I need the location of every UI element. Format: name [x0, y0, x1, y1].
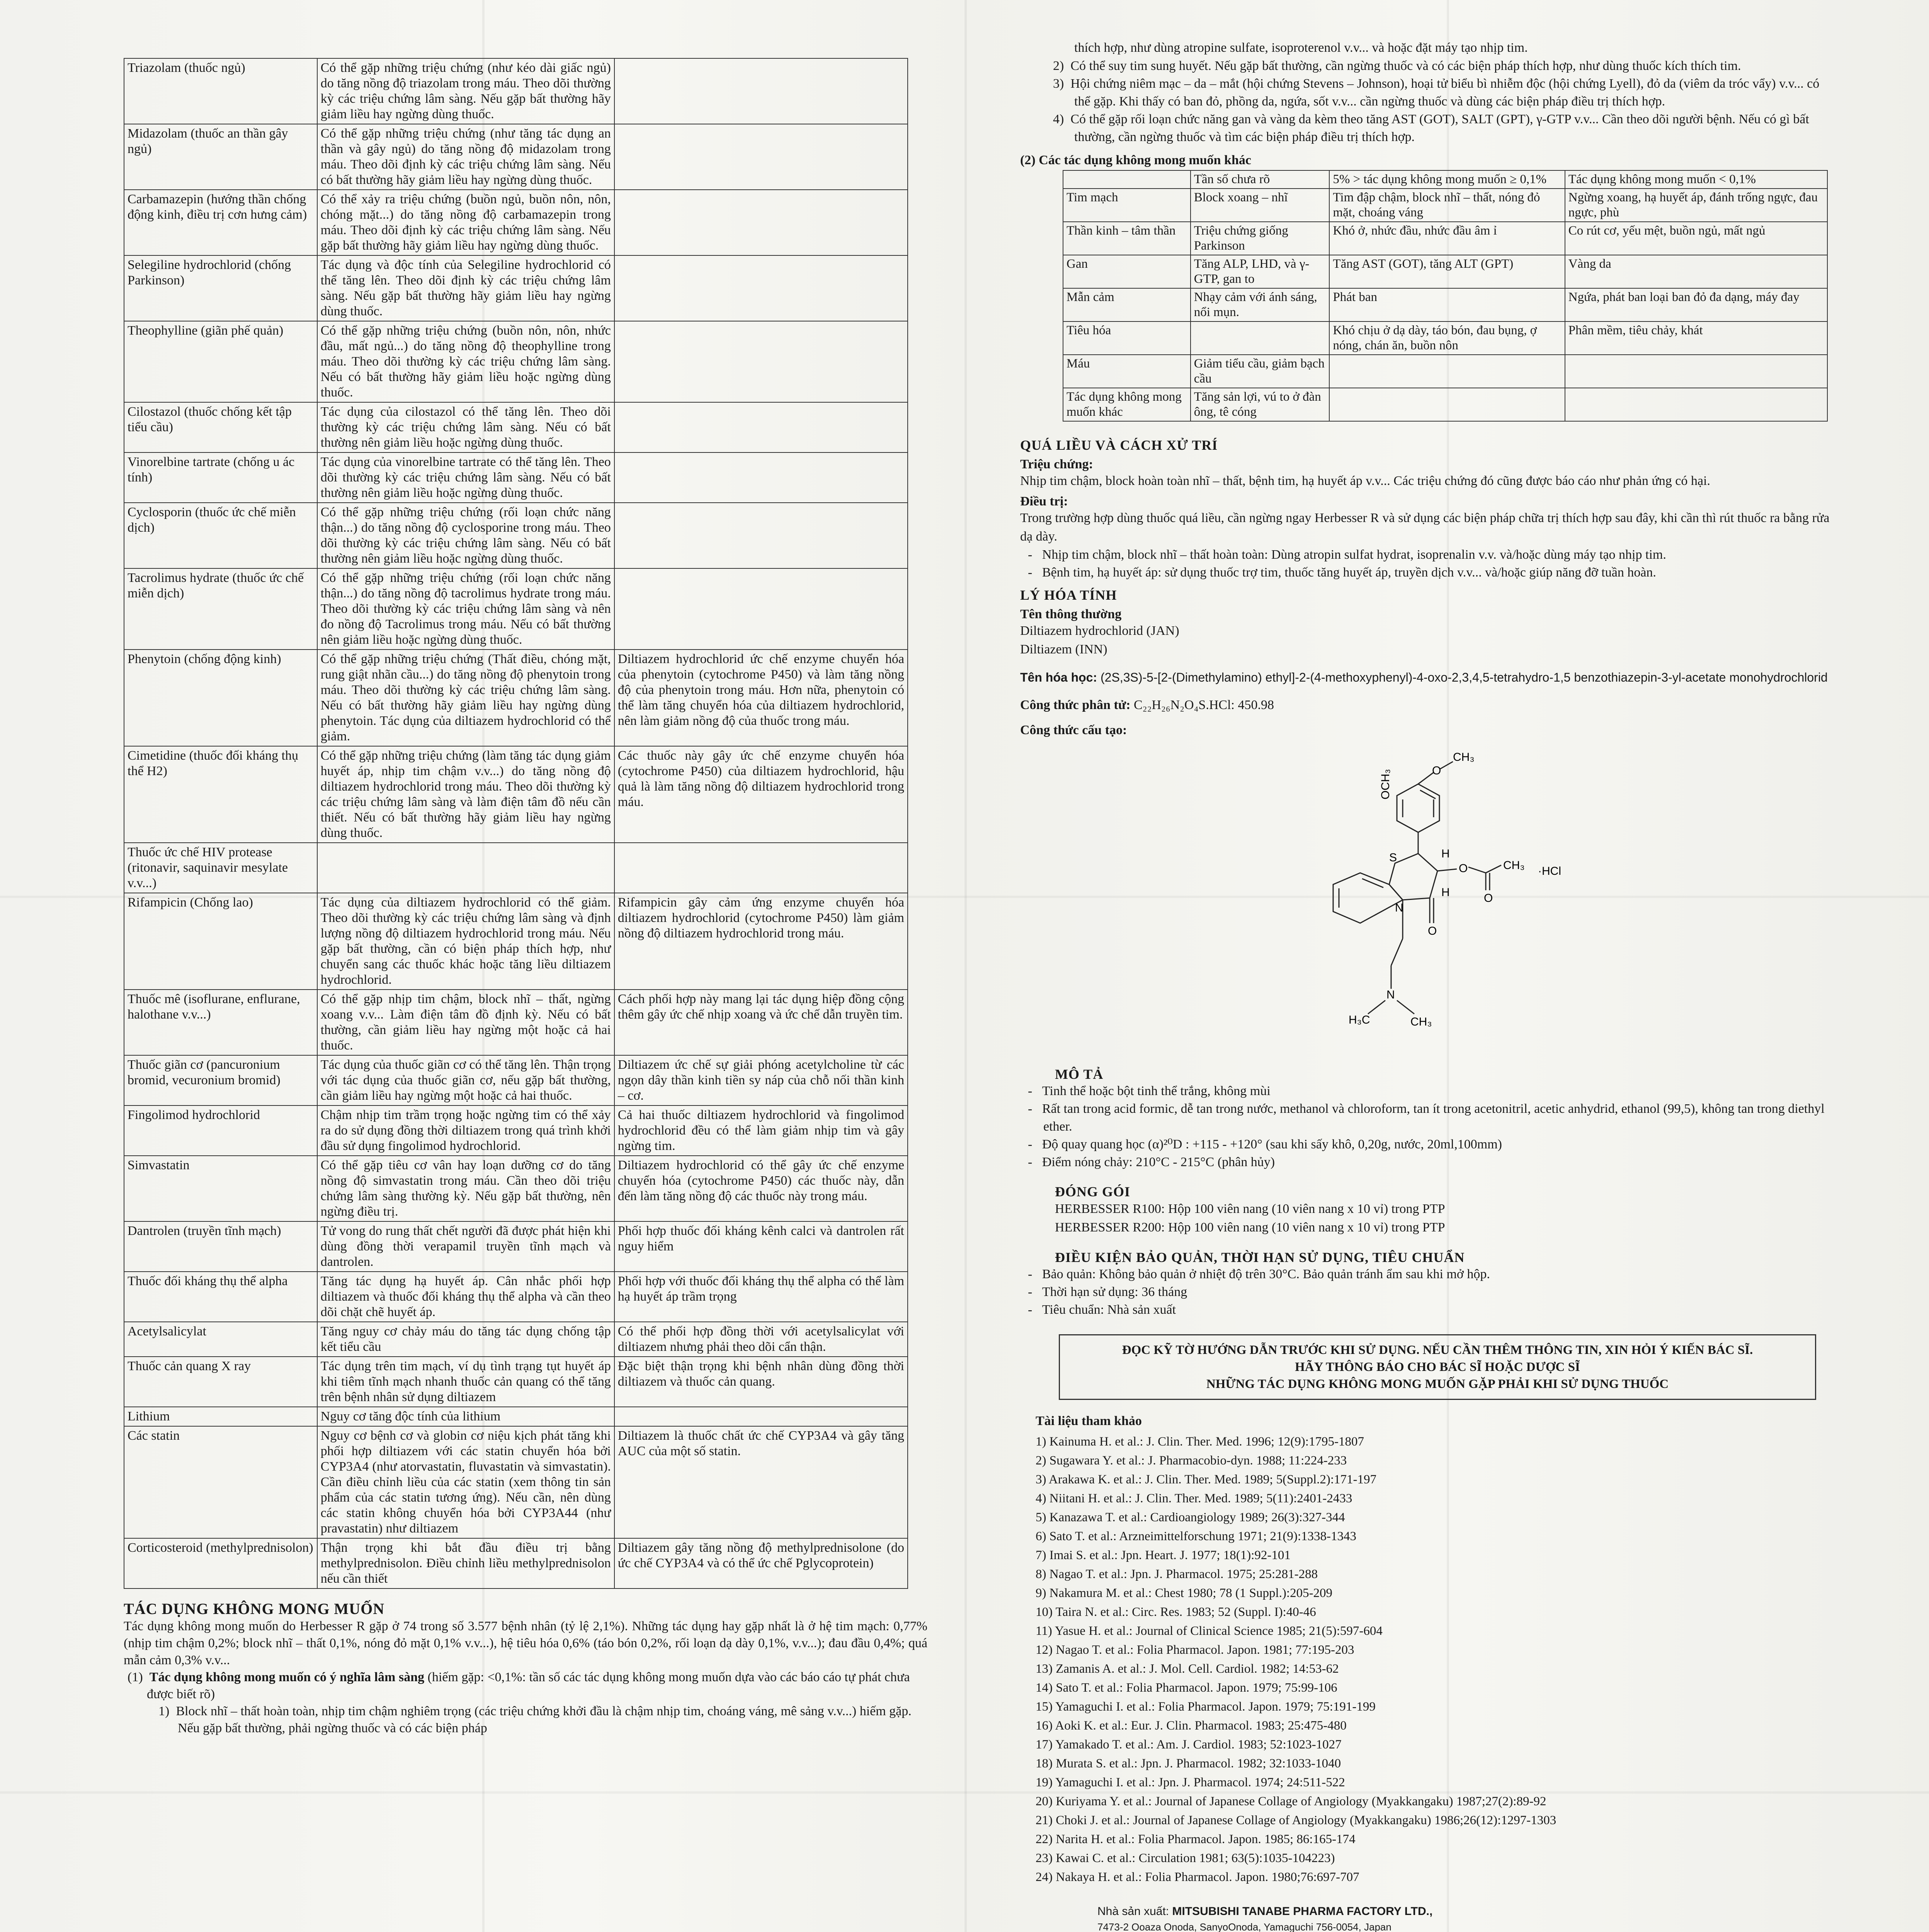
interaction-drug-cell: Các statin: [124, 1426, 317, 1538]
reference-item: 12) Nagao T. et al.: Folia Pharmacol. Japon. 1981; 77:195-203: [1036, 1643, 1354, 1657]
interaction-drug-cell: Fingolimod hydrochlorid: [124, 1105, 317, 1156]
physchem-heading: LÝ HÓA TÍNH: [1020, 587, 1117, 603]
interaction-effect-cell: Có thể gặp những triệu chứng (như kéo dài giấc ngủ) do tăng nồng độ triazolam trong máu. Theo dõi thường kỳ các triệu chứng lâm sàng. Nếu gặp bất thường hãy giảm liều hay ngừng dùng thuốc.: [317, 58, 614, 124]
interaction-effect-cell: Tác dụng và độc tính của Selegiline hydrochlorid có thể tăng lên. Theo dõi định kỳ các triệu chứng lâm sàng. Nếu gặp bất thường hãy giảm liều hay ngừng dùng thuốc.: [317, 255, 614, 321]
references-list: [1036, 1432, 1832, 1887]
description-item-text: Rất tan trong acid formic, dễ tan trong nước, methanol và chloroform, tan ít trong acetonitril, acetic anhydrid, ethanol (99,5), không tan trong diethyl ether.: [1042, 1102, 1825, 1134]
interaction-effect-cell: Có thể gặp nhịp tim chậm, block nhĩ – thất, ngừng xoang v.v... Làm điện tâm đồ định kỳ. Nếu có bất thường, cần giảm liều hay ngừng một hoặc cả hai thuốc.: [317, 990, 614, 1055]
label-ch3: CH₃: [1503, 859, 1525, 872]
serious-effects-list: [1020, 57, 1832, 146]
symptoms-label: Triệu chứng:: [1020, 457, 1093, 471]
reference-item: 22) Narita H. et al.: Folia Pharmacol. Japon. 1985; 86:165-174: [1036, 1832, 1356, 1846]
label-oxygen: O: [1432, 764, 1441, 777]
adverse-subitem-1: [158, 1703, 927, 1737]
label-hydrogen: H: [1441, 847, 1450, 860]
label-ch3: CH₃: [1410, 1015, 1432, 1028]
interaction-row: [124, 1357, 908, 1407]
interaction-row: [124, 990, 908, 1055]
treatment-label: Điều trị:: [1020, 494, 1068, 509]
interaction-row: [124, 893, 908, 990]
interaction-effect-cell: Có thể gặp tiêu cơ vân hay loạn dưỡng cơ do tăng nồng độ simvastatin trong máu. Cần theo dõi triệu chứng lâm sàng thường kỳ. Nếu gặp bất thường, nên ngừng điều trị.: [317, 1156, 614, 1221]
interaction-mechanism-cell: [614, 190, 908, 255]
reference-item: 8) Nagao T. et al.: Jpn. J. Pharmacol. 1975; 25:281-288: [1036, 1567, 1318, 1581]
item-number: 2): [1053, 59, 1064, 73]
item-bold: Tác dụng không mong muốn có ý nghĩa lâm sàng: [149, 1670, 425, 1684]
dimethylamino-bond: [1397, 1000, 1414, 1014]
ae-cell: Khó ở, nhức đầu, nhức đầu âm ỉ: [1329, 222, 1565, 255]
serious-effect-item: [1053, 57, 1832, 75]
other-effects-heading: (2) Các tác dụng không mong muốn khác: [1020, 153, 1251, 167]
interaction-mechanism-cell: Diltiazem hydrochlorid có thể gây ức chế enzyme chuyển hóa (cytochrome P450) các thuốc này, dẫn đến làm tăng nồng độ các thuốc này trong máu.: [614, 1156, 908, 1221]
interaction-effect-cell: Thận trọng khi bắt đầu điều trị bằng methylprednisolon. Điều chỉnh liều methylprednisolon nếu cần thiết: [317, 1538, 614, 1588]
description-item-text: Độ quay quang học (α)²⁰D : +115 - +120° (sau khi sấy khô, 0,20g, nước, 20ml,100mm): [1042, 1137, 1502, 1151]
packing-line: HERBESSER R200: Hộp 100 viên nang (10 viên nang x 10 vỉ) trong PTP: [1055, 1220, 1445, 1235]
interaction-effect-cell: Tác dụng của cilostazol có thể tăng lên. Theo dõi thường kỳ các triệu chứng lâm sàng. Nếu có bất thường nên giảm liều hoặc ngừng dùng thuốc.: [317, 402, 614, 452]
interaction-row: [124, 452, 908, 503]
adverse-effects-table: [1063, 170, 1828, 422]
ae-cell: Triệu chứng giống Parkinson: [1191, 222, 1330, 255]
formula-value: C₂₂H₂₆N₂O₄S.HCl: 450.98: [1133, 698, 1274, 712]
treatment-item: - Nhịp tim chậm, block nhĩ – thất hoàn toàn: Dùng atropin sulfat hydrat, isoprenalin v.v. và/hoặc dùng máy tạo nhịp tim.: [1028, 548, 1666, 562]
interaction-mechanism-cell: [614, 568, 908, 650]
description-item-text: Điểm nóng chảy: 210°C - 215°C (phân hủy): [1042, 1155, 1275, 1169]
ae-cell: Tăng sản lợi, vú to ở đàn ông, tê cóng: [1191, 388, 1330, 421]
treatment-item-text: Bệnh tim, hạ huyết áp: sử dụng thuốc trợ tim, thuốc tăng huyết áp, truyền dịch v.v... và/hoặc giúp năng đỡ tuần hoàn.: [1042, 565, 1656, 580]
treatment-text: Trong trường hợp dùng thuốc quá liều, cần ngừng ngay Herbesser R và sử dụng các biện pháp chữa trị thích hợp sau đây, khi cần thì rút thuốc ra bằng rửa dạ dày.: [1020, 511, 1830, 544]
manufacturer-label: Nhà sản xuất:: [1097, 1905, 1169, 1918]
interaction-row: [124, 1538, 908, 1588]
storage-item: - Tiêu chuẩn: Nhà sản xuất: [1028, 1303, 1176, 1317]
storage-heading: ĐIỀU KIỆN BẢO QUẢN, THỜI HẠN SỬ DỤNG, TIÊU CHUẨN: [1055, 1250, 1465, 1265]
warning-line: HÃY THÔNG BÁO CHO BÁC SĨ HOẶC DƯỢC SĨ: [1295, 1360, 1580, 1374]
interaction-drug-cell: Dantrolen (truyền tĩnh mạch): [124, 1221, 317, 1272]
serious-effect-item: [1053, 111, 1832, 146]
reference-item: 16) Aoki K. et al.: Eur. J. Clin. Pharmacol. 1983; 25:475-480: [1036, 1719, 1347, 1733]
interaction-row: [124, 1272, 908, 1322]
molecular-formula: [1020, 696, 1832, 714]
interaction-mechanism-cell: Diltiazem ức chế sự giải phóng acetylcholine từ các ngọn dây thần kinh tiền sy náp của chỗ nối thần kinh – cơ.: [614, 1055, 908, 1105]
interaction-mechanism-cell: Rifampicin gây cảm ứng enzyme chuyển hóa diltiazem hydrochlorid (cytochrome P450) làm giảm nồng độ diltiazem hydrochlorid trong máu.: [614, 893, 908, 990]
ae-header-cell: [1063, 170, 1191, 189]
interaction-effect-cell: Có thể xảy ra triệu chứng (buồn ngủ, buồn nôn, nôn, chóng mặt...) do tăng nồng độ carbamazepin trong máu. Theo dõi định kỳ các triệu chứng lâm sàng. Nếu gặp bất thường hãy giảm liều hay ngừng dùng thuốc.: [317, 190, 614, 255]
interaction-drug-cell: Tacrolimus hydrate (thuốc ức chế miễn dịch): [124, 568, 317, 650]
reference-item: 21) Choki J. et al.: Journal of Japanese Collage of Angiology (Myakkangaku) 1986;26(12):1297-1303: [1036, 1813, 1556, 1827]
interaction-mechanism-cell: [614, 402, 908, 452]
ae-category-cell: Tiêu hóa: [1063, 321, 1191, 355]
interaction-mechanism-cell: Diltiazem là thuốc chất ức chế CYP3A4 và gây tăng AUC của một số statin.: [614, 1426, 908, 1538]
benzo-ring: [1333, 873, 1403, 923]
reference-item: 10) Taira N. et al.: Circ. Res. 1983; 52 (Suppl. I):40-46: [1036, 1605, 1316, 1619]
interaction-drug-cell: Selegiline hydrochlorid (chống Parkinson): [124, 255, 317, 321]
interaction-row: [124, 568, 908, 650]
storage-item-text: Bảo quản: Không bảo quản ở nhiệt độ trên 30°C. Bảo quản tránh ẩm sau khi mở hộp.: [1042, 1267, 1490, 1281]
manufacturer-name: MITSUBISHI TANABE PHARMA FACTORY LTD.,: [1172, 1905, 1433, 1918]
interaction-drug-cell: Simvastatin: [124, 1156, 317, 1221]
interaction-effect-cell: Nguy cơ bệnh cơ và globin cơ niệu kịch phát tăng khi phối hợp diltiazem với các statin chuyển hóa bởi CYP3A4 (như atorvastatin, fluvastatin và simvastatin). Cần điều chỉnh liều của các statin (xem thông tin sản phẩm của các statin tương ứng). Nếu cần, nên dùng các statin không chuyển hóa bởi CYP3A44 (như pravastatin) như diltiazem: [317, 1426, 614, 1538]
reference-item: 11) Yasue H. et al.: Journal of Clinical Science 1985; 21(5):597-604: [1036, 1624, 1383, 1638]
interaction-drug-cell: Thuốc ức chế HIV protease (ritonavir, saquinavir mesylate v.v...): [124, 843, 317, 893]
interaction-row: [124, 746, 908, 843]
storage-list: [1020, 1265, 1832, 1319]
interaction-mechanism-cell: Diltiazem hydrochlorid ức chế enzyme chuyển hóa của phenytoin (cytochrome P450) và làm tăng nồng độ của phenytoin trong máu. Hơn nữa, phenytoin có thể làm tăng chuyển hóa của diltiazem hydrochlorid, nên làm giảm nồng độ của thuốc trong máu.: [614, 650, 908, 746]
interaction-row: [124, 58, 908, 124]
interaction-row: [124, 1055, 908, 1105]
ae-cell: Tim đập chậm, block nhĩ – thất, nóng đỏ mặt, choáng váng: [1329, 189, 1565, 222]
ae-row: [1063, 255, 1827, 288]
description-item: - Độ quay quang học (α)²⁰D : +115 - +120° (sau khi sấy khô, 0,20g, nước, 20ml,100mm): [1028, 1137, 1502, 1151]
chemical-name: [1020, 667, 1832, 687]
ae-header-cell: Tác dụng không mong muốn < 0,1%: [1565, 170, 1827, 189]
interaction-effect-cell: Có thể gặp những triệu chứng (như tăng tác dụng an thần và gây ngủ) do tăng nồng độ midazolam trong máu. Theo dõi định kỳ các triệu chứng lâm sàng. Nếu có bất thường hãy giảm liều hay ngừng dùng thuốc.: [317, 124, 614, 190]
interaction-effect-cell: Tác dụng của vinorelbine tartrate có thể tăng lên. Theo dõi thường kỳ các triệu chứng lâm sàng. Nếu có bất thường nên giảm liều hoặc ngừng dùng thuốc.: [317, 452, 614, 503]
interaction-effect-cell: Tăng tác dụng hạ huyết áp. Cân nhắc phối hợp diltiazem và thuốc đối kháng thụ thể alpha và cần theo dõi chặt chẽ huyết áp.: [317, 1272, 614, 1322]
description-list: [1020, 1082, 1832, 1171]
label-nitrogen: N: [1386, 988, 1395, 1001]
interaction-mechanism-cell: Phối hợp với thuốc đối kháng thụ thể alpha có thể làm hạ huyết áp trầm trọng: [614, 1272, 908, 1322]
ae-row: [1063, 222, 1827, 255]
ae-cell: [1329, 388, 1565, 421]
label-oxygen: O: [1459, 862, 1468, 875]
ae-row: [1063, 321, 1827, 355]
reference-item: 1) Kainuma H. et al.: J. Clin. Ther. Med. 1996; 12(9):1795-1807: [1036, 1435, 1364, 1449]
overdose-heading: QUÁ LIỀU VÀ CÁCH XỬ TRÍ: [1020, 437, 1218, 453]
reference-item: 9) Nakamura M. et al.: Chest 1980; 78 (1 Suppl.):205-209: [1036, 1586, 1333, 1600]
interaction-row: [124, 1426, 908, 1538]
interaction-effect-cell: [317, 843, 614, 893]
reference-item: 14) Sato T. et al.: Folia Pharmacol. Japon. 1979; 75:99-106: [1036, 1681, 1337, 1695]
interaction-mechanism-cell: Các thuốc này gây ức chế enzyme chuyển hóa (cytochrome P450) của diltiazem hydrochlorid, hậu quả là làm tăng nồng độ diltiazem hydrochlorid trong máu.: [614, 746, 908, 843]
ring-double-bond: [1362, 879, 1383, 888]
references-heading: Tài liệu tham khảo: [1036, 1414, 1142, 1428]
storage-item-text: Thời hạn sử dụng: 36 tháng: [1042, 1285, 1187, 1299]
interaction-mechanism-cell: [614, 843, 908, 893]
label-sulfur: S: [1389, 851, 1397, 864]
ae-cell: Block xoang – nhĩ: [1191, 189, 1330, 222]
ae-header-row: [1063, 170, 1827, 189]
interaction-drug-cell: Carbamazepin (hướng thần chống động kinh, điều trị cơn hưng cảm): [124, 190, 317, 255]
methoxy-bond: [1418, 772, 1434, 784]
item-text: Hội chứng niêm mạc – da – mắt (hội chứng Stevens – Johnson), hoại tử biểu bì nhiễm độc (hội chứng Lyell), đỏ da (viêm da tróc vẩy) v.v... có thể gặp. Khi thấy có ban đỏ, phồng da, ngứa, sốt v.v... cần ngừng thuốc và dùng các biện pháp điều trị thích hợp.: [1070, 77, 1820, 109]
interaction-effect-cell: Có thể gặp những triệu chứng (Thất điều, chóng mặt, rung giật nhãn cầu...) do tăng nồng độ phenytoin trong máu. Theo dõi thường kỳ các triệu chứng lâm sàng. Nếu có bất thường hãy giảm liều hay ngừng dùng phenytoin. Tác dụng của diltiazem hydrochlorid có thể giảm.: [317, 650, 614, 746]
interaction-effect-cell: Có thể gặp những triệu chứng (làm tăng tác dụng giảm huyết áp, nhịp tim chậm v.v...) do tăng nồng độ diltiazem hydrochlorid trong máu. Theo dõi thường kỳ các triệu chứng lâm sàng và làm điện tâm đồ nếu cần thiết. Nếu có bất thường hãy giảm liều hay ngừng dùng thuốc.: [317, 746, 614, 843]
reference-item: 3) Arakawa K. et al.: J. Clin. Ther. Med. 1989; 5(Suppl.2):171-197: [1036, 1473, 1377, 1486]
ae-cell: Vàng da: [1565, 255, 1827, 288]
warning-box: [1059, 1334, 1816, 1400]
common-name-1: Diltiazem hydrochlorid (JAN): [1020, 624, 1179, 638]
interaction-mechanism-cell: [614, 503, 908, 568]
packing-heading: ĐÓNG GÓI: [1055, 1184, 1131, 1199]
label-ch3: CH₃: [1453, 751, 1475, 764]
adverse-item-1: [128, 1669, 927, 1703]
interaction-mechanism-cell: [614, 452, 908, 503]
ae-cell: Tăng ALP, LHD, và γ-GTP, gan to: [1191, 255, 1330, 288]
adverse-effects-intro: Tác dụng không mong muốn do Herbesser R gặp ở 74 trong số 3.577 bệnh nhân (tỷ lệ 2,1%). Những tác dụng hay gặp nhất là ở hệ tim mạch: 0,77% (nhịp tim chậm 0,2%; block nhĩ – thất 0,1%, nóng đỏ mặt 0,1% v.v...), hệ tiêu hóa 0,6% (táo bón 0,2%, rối loạn dạ dày 0,1%, v.v...); đau đầu 0,4%; quá mẫn cảm 0,3% v.v...: [124, 1619, 927, 1667]
interaction-effect-cell: Chậm nhịp tim trầm trọng hoặc ngừng tim có thể xảy ra do sử dụng đồng thời diltiazem trong quá trình khởi đầu sử dụng fingolimod hydrochlorid.: [317, 1105, 614, 1156]
interaction-row: [124, 650, 908, 746]
continued-text: thích hợp, như dùng atropine sulfate, isoproterenol v.v... và hoặc đặt máy tạo nhịp tim.: [1074, 41, 1528, 55]
common-name-2: Diltiazem (INN): [1020, 642, 1107, 656]
dimethylamino-bond: [1368, 1000, 1385, 1014]
ae-cell: Phân mềm, tiêu chảy, khát: [1565, 321, 1827, 355]
interaction-mechanism-cell: Cả hai thuốc diltiazem hydrochlorid và fingolimod hydrochlorid đều có thể làm giảm nhịp tim và gây ngừng tim.: [614, 1105, 908, 1156]
reference-item: 19) Yamaguchi I. et al.: Jpn. J. Pharmacol. 1974; 24:511-522: [1036, 1776, 1345, 1789]
warning-line: ĐỌC KỸ TỜ HƯỚNG DẪN TRƯỚC KHI SỬ DỤNG. NẾU CẦN THÊM THÔNG TIN, XIN HỎI Ý KIẾN BÁC SĨ.: [1122, 1343, 1753, 1357]
reference-item: 15) Yamaguchi I. et al.: Folia Pharmacol. Japon. 1979; 75:191-199: [1036, 1700, 1376, 1714]
reference-item: 17) Yamakado T. et al.: Am. J. Cardiol. 1983; 52:1023-1027: [1036, 1738, 1342, 1752]
label-oxygen: O: [1428, 925, 1437, 937]
storage-item-text: Tiêu chuẩn: Nhà sản xuất: [1042, 1303, 1176, 1317]
interaction-row: [124, 402, 908, 452]
ring-double-bond: [1420, 790, 1436, 799]
item-text: Có thể gặp rối loạn chức năng gan và vàng da kèm theo tăng AST (GOT), SALT (GPT), γ-GTP v.v... Cần theo dõi người bệnh. Nếu có gì bất thường, cần ngừng thuốc và tìm các biện pháp điều trị thích hợp.: [1070, 112, 1809, 144]
ae-row: [1063, 189, 1827, 222]
right-column: [1020, 39, 1832, 1932]
common-name-label: Tên thông thường: [1020, 607, 1122, 621]
interaction-effect-cell: Tử vong do rung thất chết người đã được phát hiện khi dùng đồng thời verapamil truyền tĩnh mạch và dantrolen.: [317, 1221, 614, 1272]
item-text: Block nhĩ – thất hoàn toàn, nhịp tim chậm nghiêm trọng (các triệu chứng khởi đầu là chậm nhịp tim, choáng váng, mê sảng v.v...) hiếm gặp. Nếu gặp bất thường, phải ngừng thuốc và có các biện pháp: [176, 1704, 912, 1735]
ae-cell: Giảm tiểu cầu, giảm bạch cầu: [1191, 355, 1330, 388]
manufacturer-line: [1097, 1904, 1832, 1919]
structure-diagram: [1020, 738, 1793, 1066]
interaction-drug-cell: Thuốc giãn cơ (pancuronium bromid, vecuronium bromid): [124, 1055, 317, 1105]
ae-header-cell: Tần số chưa rõ: [1191, 170, 1330, 189]
ethyl-chain: [1391, 939, 1403, 966]
ae-category-cell: Thần kinh – tâm thần: [1063, 222, 1191, 255]
chemical-name-value: (2S,3S)-5-[2-(Dimethylamino) ethyl]-2-(4-methoxyphenyl)-4-oxo-2,3,4,5-tetrahydro-1,5 benzothiazepin-3-yl-acetate monohydrochlorid: [1101, 670, 1828, 684]
interaction-mechanism-cell: Cách phối hợp này mang lại tác dụng hiệp đồng cộng thêm gây ức chế nhịp xoang và ức chế dẫn truyền tim.: [614, 990, 908, 1055]
interaction-drug-cell: Thuốc đối kháng thụ thể alpha: [124, 1272, 317, 1322]
label-h3c: H₃C: [1349, 1014, 1370, 1026]
reference-item: 20) Kuriyama Y. et al.: Journal of Japanese Collage of Angiology (Myakkangaku) 1987;27(2):89-92: [1036, 1794, 1546, 1808]
interaction-mechanism-cell: Đặc biệt thận trọng khi bệnh nhân dùng đồng thời diltiazem và thuốc cản quang.: [614, 1357, 908, 1407]
interaction-row: [124, 1322, 908, 1357]
ae-category-cell: Mẫn cảm: [1063, 288, 1191, 321]
manufacturer-block: [1097, 1904, 1832, 1932]
interaction-drug-cell: Thuốc cản quang X ray: [124, 1357, 317, 1407]
storage-item: - Bảo quản: Không bảo quản ở nhiệt độ trên 30°C. Bảo quản tránh ẩm sau khi mở hộp.: [1028, 1267, 1490, 1281]
diltiazem-structure-svg: [1020, 738, 1793, 1066]
interaction-drug-cell: Cilostazol (thuốc chống kết tập tiểu cầu): [124, 402, 317, 452]
interaction-drug-cell: Thuốc mê (isoflurane, enflurane, halothane v.v...): [124, 990, 317, 1055]
reference-item: 18) Murata S. et al.: Jpn. J. Pharmacol. 1982; 32:1033-1040: [1036, 1757, 1341, 1770]
interaction-row: [124, 1221, 908, 1272]
interaction-row: [124, 503, 908, 568]
ae-category-cell: Máu: [1063, 355, 1191, 388]
adverse-effects-heading: TÁC DỤNG KHÔNG MONG MUỐN: [124, 1600, 385, 1617]
interaction-drug-cell: Cimetidine (thuốc đối kháng thụ thể H2): [124, 746, 317, 843]
label-och3: OCH₃: [1379, 769, 1392, 799]
item-number: 3): [1053, 77, 1064, 91]
ae-cell: [1565, 355, 1827, 388]
interaction-drug-cell: Theophylline (giãn phế quản): [124, 321, 317, 402]
ae-cell: Ngừng xoang, hạ huyết áp, đánh trống ngực, đau ngực, phù: [1565, 189, 1827, 222]
structure-label: Công thức cấu tạo:: [1020, 723, 1127, 737]
interaction-effect-cell: Tác dụng của diltiazem hydrochlorid có thể giảm. Theo dõi thường kỳ các triệu chứng lâm sàng và định lượng nồng độ diltiazem hydrochlorid trong máu. Nếu gặp bất thường, cần có biện pháp thích hợp, như chuyển sang các thuốc khác hoặc tăng liều diltiazem hydrochlorid.: [317, 893, 614, 990]
ae-row: [1063, 288, 1827, 321]
interaction-drug-cell: Lithium: [124, 1407, 317, 1426]
manufacturer-address: 7473-2 Ooaza Onoda, SanyoOnoda, Yamaguchi 756-0054, Japan: [1097, 1921, 1391, 1932]
methoxy-bond: [1439, 762, 1453, 769]
treatment-item: - Bệnh tim, hạ huyết áp: sử dụng thuốc trợ tim, thuốc tăng huyết áp, truyền dịch v.v... và/hoặc giúp năng đỡ tuần hoàn.: [1028, 565, 1656, 580]
acetate-bond: [1437, 869, 1457, 871]
left-column: [124, 58, 927, 1737]
interaction-mechanism-cell: Có thể phối hợp đồng thời với acetylsalicylat với diltiazem nhưng phải theo dõi cẩn thận.: [614, 1322, 908, 1357]
ae-cell: Phát ban: [1329, 288, 1565, 321]
interaction-row: [124, 1407, 908, 1426]
reference-item: 2) Sugawara Y. et al.: J. Pharmacobio-dyn. 1988; 11:224-233: [1036, 1454, 1347, 1468]
ae-row: [1063, 355, 1827, 388]
interaction-mechanism-cell: [614, 321, 908, 402]
interaction-row: [124, 1156, 908, 1221]
description-item: - Điểm nóng chảy: 210°C - 215°C (phân hủy): [1028, 1155, 1275, 1169]
ae-category-cell: Tim mạch: [1063, 189, 1191, 222]
reference-item: 5) Kanazawa T. et al.: Cardioangiology 1989; 26(3):327-344: [1036, 1510, 1345, 1524]
interaction-drug-cell: Phenytoin (chống động kinh): [124, 650, 317, 746]
ae-cell: [1329, 355, 1565, 388]
item-text: Có thể suy tim sung huyết. Nếu gặp bất thường, cần ngừng thuốc và có các biện pháp thích hợp, như dùng thuốc kích thích tim.: [1070, 59, 1741, 73]
interaction-drug-cell: Corticosteroid (methylprednisolon): [124, 1538, 317, 1588]
label-hydrogen: H: [1441, 886, 1450, 899]
label-hcl: ·HCl: [1538, 865, 1561, 878]
item-number: 4): [1053, 112, 1064, 126]
interaction-effect-cell: Có thể gặp những triệu chứng (rối loạn chức năng thận...) do tăng nồng độ tacrolimus hydrate trong máu. Theo dõi thường kỳ các triệu chứng lâm sàng và nên đo nồng độ Tacrolimus trong máu. Nếu có bất thường nên giảm liều hoặc ngừng dùng thuốc.: [317, 568, 614, 650]
reference-item: 23) Kawai C. et al.: Circulation 1981; 63(5):1035-104223): [1036, 1851, 1335, 1865]
chemical-name-label: Tên hóa học:: [1020, 670, 1097, 684]
reference-item: 7) Imai S. et al.: Jpn. Heart. J. 1977; 18(1):92-101: [1036, 1548, 1291, 1562]
description-heading: MÔ TẢ: [1055, 1066, 1104, 1082]
item-number: (1): [128, 1670, 143, 1684]
serious-effect-item: [1053, 75, 1832, 111]
interaction-mechanism-cell: [614, 124, 908, 190]
label-oxygen: O: [1484, 892, 1493, 905]
interaction-row: [124, 255, 908, 321]
interaction-drug-cell: Rifampicin (Chống lao): [124, 893, 317, 990]
interaction-drug-cell: Triazolam (thuốc ngủ): [124, 58, 317, 124]
reference-item: 24) Nakaya H. et al.: Folia Pharmacol. Japon. 1980;76:697-707: [1036, 1870, 1359, 1884]
ae-cell: Nhạy cảm với ánh sáng, nổi mụn.: [1191, 288, 1330, 321]
item-number: 1): [158, 1704, 170, 1718]
interaction-drug-cell: Midazolam (thuốc an thần gây ngủ): [124, 124, 317, 190]
description-item-text: Tinh thể hoặc bột tinh thể trắng, không mùi: [1042, 1084, 1271, 1098]
ae-category-cell: Gan: [1063, 255, 1191, 288]
acetate-bond: [1468, 867, 1486, 873]
ae-header-cell: 5% > tác dụng không mong muốn ≥ 0,1%: [1329, 170, 1565, 189]
interaction-mechanism-cell: Phối hợp thuốc đối kháng kênh calci và dantrolen rất nguy hiểm: [614, 1221, 908, 1272]
interaction-row: [124, 843, 908, 893]
interaction-row: [124, 124, 908, 190]
interaction-row: [124, 1105, 908, 1156]
interaction-effect-cell: Có thể gặp những triệu chứng (rối loạn chức năng thận...) do tăng nồng độ cyclosporine trong máu. Theo dõi thường kỳ các triệu chứng lâm sàng. Nếu có bất thường nên giảm liều hoặc ngừng dùng thuốc.: [317, 503, 614, 568]
interaction-effect-cell: Tăng nguy cơ chảy máu do tăng tác dụng chống tập kết tiểu cầu: [317, 1322, 614, 1357]
label-nitrogen: N: [1395, 901, 1403, 914]
warning-line: NHỮNG TÁC DỤNG KHÔNG MONG MUỐN GẶP PHẢI KHI SỬ DỤNG THUỐC: [1206, 1377, 1669, 1391]
interaction-row: [124, 190, 908, 255]
fold-line: [964, 0, 967, 1932]
interaction-table: [124, 58, 908, 1589]
interaction-mechanism-cell: [614, 58, 908, 124]
interaction-mechanism-cell: [614, 1407, 908, 1426]
storage-item: - Thời hạn sử dụng: 36 tháng: [1028, 1285, 1187, 1299]
ae-cell: Co rút cơ, yếu mệt, buồn ngủ, mất ngủ: [1565, 222, 1827, 255]
interaction-drug-cell: Acetylsalicylat: [124, 1322, 317, 1357]
ae-cell: [1191, 321, 1330, 355]
reference-item: 6) Sato T. et al.: Arzneimittelforschung 1971; 21(9):1338-1343: [1036, 1529, 1357, 1543]
ae-row: [1063, 388, 1827, 421]
formula-label: Công thức phân tử:: [1020, 698, 1131, 712]
interaction-effect-cell: Nguy cơ tăng độc tính của lithium: [317, 1407, 614, 1426]
interaction-mechanism-cell: Diltiazem gây tăng nồng độ methylprednisolone (do ức chế CYP3A4 và có thể ức chế Pglycoprotein): [614, 1538, 908, 1588]
reference-item: 13) Zamanis A. et al.: J. Mol. Cell. Cardiol. 1982; 14:53-62: [1036, 1662, 1339, 1676]
treatment-item-text: Nhịp tim chậm, block nhĩ – thất hoàn toàn: Dùng atropin sulfat hydrat, isoprenalin v.v. và/hoặc dùng máy tạo nhịp tim.: [1042, 548, 1666, 562]
description-item: - Rất tan trong acid formic, dễ tan trong nước, methanol và chloroform, tan ít trong acetonitril, acetic anhydrid, ethanol (99,5), không tan trong diethyl ether.: [1028, 1102, 1825, 1134]
interaction-effect-cell: Tác dụng trên tim mạch, ví dụ tình trạng tụt huyết áp khi tiêm tĩnh mạch nhanh thuốc cản quang có thể tăng trên bệnh nhân sử dụng diltiazem: [317, 1357, 614, 1407]
description-item: - Tinh thể hoặc bột tinh thể trắng, không mùi: [1028, 1084, 1271, 1098]
reference-item: 4) Niitani H. et al.: J. Clin. Ther. Med. 1989; 5(11):2401-2433: [1036, 1492, 1352, 1505]
ae-category-cell: Tác dụng không mong muốn khác: [1063, 388, 1191, 421]
item-text: (hiếm gặp: <0,1%: tần số các tác dụng không mong muốn dựa vào các báo cáo tự phát chưa được biết rõ): [147, 1670, 910, 1701]
ae-cell: Tăng AST (GOT), tăng ALT (GPT): [1329, 255, 1565, 288]
interaction-mechanism-cell: [614, 255, 908, 321]
symptoms-text: Nhịp tim chậm, block hoàn toàn nhĩ – thất, bệnh tim, hạ huyết áp v.v... Các triệu chứng đó cũng được báo cáo như phản ứng có hại.: [1020, 474, 1710, 488]
ae-cell: Ngứa, phát ban loại ban đỏ đa dạng, máy đay: [1565, 288, 1827, 321]
interaction-effect-cell: Có thể gặp những triệu chứng (buồn nôn, nôn, nhức đầu, mất ngủ...) do tăng nồng độ theophylline trong máu. Theo dõi thường kỳ các triệu chứng lâm sàng. Nếu có bất thường hãy giảm liều hoặc ngừng dùng thuốc.: [317, 321, 614, 402]
acetate-bond: [1486, 865, 1501, 873]
interaction-row: [124, 321, 908, 402]
packing-line: HERBESSER R100: Hộp 100 viên nang (10 viên nang x 10 vỉ) trong PTP: [1055, 1202, 1445, 1216]
interaction-drug-cell: Vinorelbine tartrate (chống u ác tính): [124, 452, 317, 503]
interaction-drug-cell: Cyclosporin (thuốc ức chế miễn dịch): [124, 503, 317, 568]
ae-cell: Khó chịu ở dạ dày, táo bón, đau bụng, ợ nóng, chán ăn, buồn nôn: [1329, 321, 1565, 355]
ae-cell: [1565, 388, 1827, 421]
interaction-effect-cell: Tác dụng của thuốc giãn cơ có thể tăng lên. Thận trọng với tác dụng của thuốc giãn cơ, nếu gặp bất thường, cần giảm liều hay ngừng một hoặc cả hai thuốc.: [317, 1055, 614, 1105]
